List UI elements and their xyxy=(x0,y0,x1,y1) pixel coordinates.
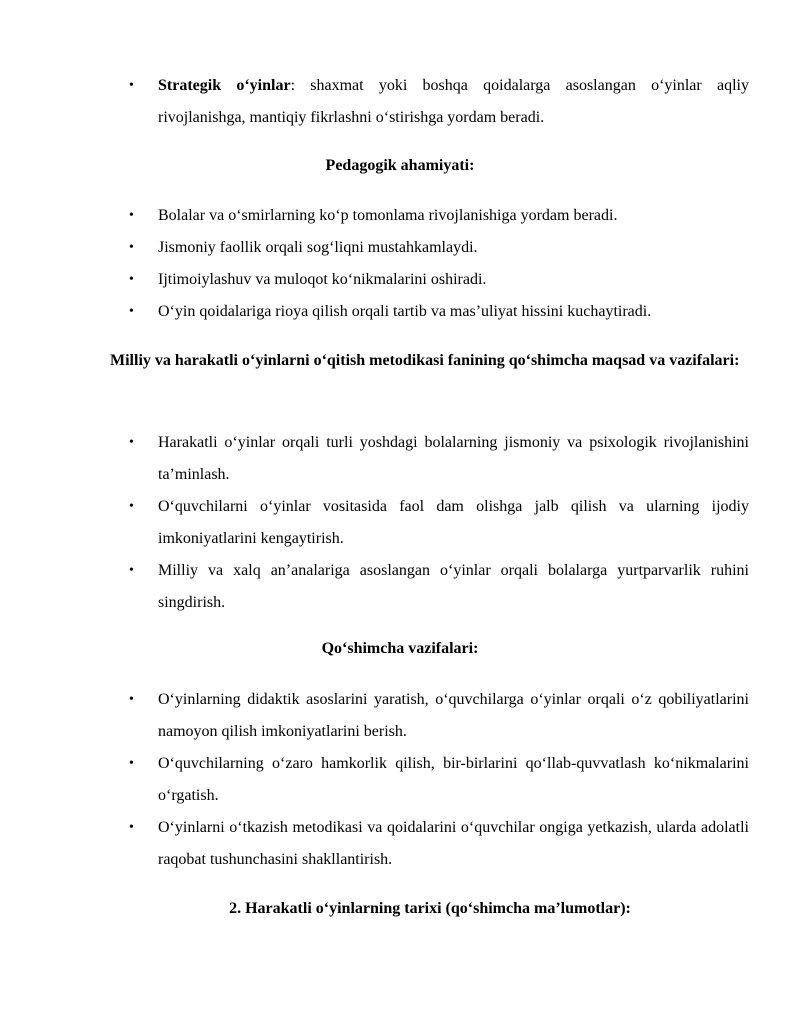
list-item xyxy=(110,684,800,748)
list-item-text: O‘yinlarning didaktik asoslarini yaratish, o‘quvchilarga o‘yinlar orqali o‘z qobiliyatlarini namoyon qilish imkoniyatlarini berish. xyxy=(158,691,749,740)
additional-goals-list xyxy=(0,427,800,619)
bullet-icon: • xyxy=(129,756,134,771)
list-item-text: O‘yinlarni o‘tkazish metodikasi va qoidalarini o‘quvchilar ongiga yetkazish, ularda adolatli raqobat tushunchasini shakllantirish. xyxy=(158,819,749,868)
bullet-icon: • xyxy=(129,78,134,93)
term-description: : shaxmat yoki boshqa qoidalarga asoslangan o‘yinlar aqliy rivojlanishga, mantiqiy fikrlashni o‘stirishga yordam beradi. xyxy=(158,77,749,126)
strategic-games-list xyxy=(0,70,800,134)
list-item xyxy=(110,748,800,812)
list-item-text: Jismoniy faollik orqali sog‘liqni mustahkamlaydi. xyxy=(158,239,478,256)
bullet-icon: • xyxy=(129,272,134,287)
list-item-text: Milliy va xalq an’analariga asoslangan o‘yinlar orqali bolalarga yurtparvarlik ruhini singdirish. xyxy=(158,562,749,611)
additional-tasks-list xyxy=(0,684,800,876)
list-item-text: Ijtimoiylashuv va muloqot ko‘nikmalarini oshiradi. xyxy=(158,271,487,288)
list-item-text: Bolalar va o‘smirlarning ko‘p tomonlama rivojlanishiga yordam beradi. xyxy=(158,207,618,224)
heading-pedagogik: Pedagogik ahamiyati: xyxy=(325,157,475,174)
list-item xyxy=(110,812,800,876)
pedagogical-importance-list xyxy=(0,200,800,328)
bullet-icon: • xyxy=(129,820,134,835)
list-item xyxy=(110,264,800,296)
bullet-icon: • xyxy=(129,304,134,319)
list-item-text: O‘yin qoidalariga rioya qilish orqali tartib va mas’uliyat hissini kuchaytiradi. xyxy=(158,303,652,320)
list-item xyxy=(110,232,800,264)
bullet-icon: • xyxy=(129,692,134,707)
heading-history-section: 2. Harakatli o‘yinlarning tarixi (qo‘shimcha ma’lumotlar): xyxy=(229,900,631,917)
term-strategik: Strategik o‘yinlar xyxy=(158,77,291,94)
list-item xyxy=(110,427,800,491)
heading-milliy-goals: Milliy va harakatli o‘yinlarni o‘qitish metodikasi fanining qo‘shimcha maqsad va vazifalari: xyxy=(110,352,740,369)
bullet-icon: • xyxy=(129,563,134,578)
list-item-text: Harakatli o‘yinlar orqali turli yoshdagi bolalarning jismoniy va psixologik rivojlanishini ta’minlash. xyxy=(158,434,749,483)
list-item xyxy=(110,491,800,555)
list-item-text: O‘quvchilarni o‘yinlar vositasida faol dam olishga jalb qilish va ularning ijodiy imkoniyatlarini kengaytirish. xyxy=(158,498,749,547)
list-item xyxy=(110,200,800,232)
bullet-icon: • xyxy=(129,240,134,255)
bullet-icon: • xyxy=(129,435,134,450)
list-item xyxy=(110,555,800,619)
heading-qoshimcha-vazifalar: Qo‘shimcha vazifalari: xyxy=(321,640,479,657)
list-item xyxy=(110,70,800,134)
list-item xyxy=(110,296,800,328)
list-item-text: O‘quvchilarning o‘zaro hamkorlik qilish, bir-birlarini qo‘llab-quvvatlash ko‘nikmalarini o‘rgatish. xyxy=(158,755,749,804)
bullet-icon: • xyxy=(129,499,134,514)
bullet-icon: • xyxy=(129,208,134,223)
